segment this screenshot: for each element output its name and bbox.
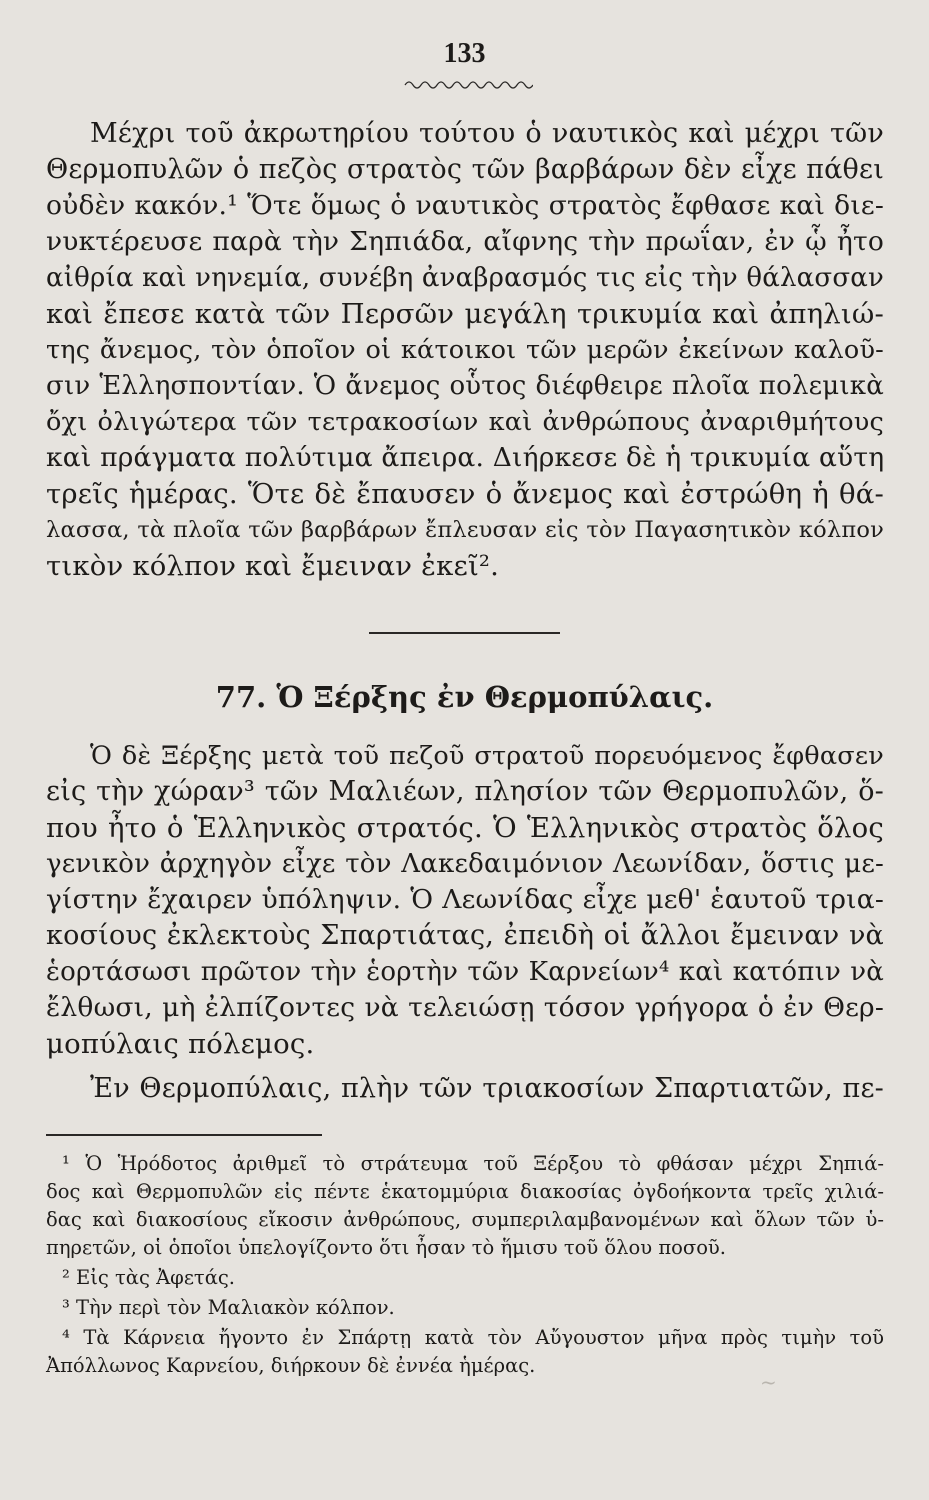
footnote-line: ⁴ Τὰ Κάρνεια ἤγοντο ἐν Σπάρτῃ κατὰ τὸν Αὔγουστον μῆνα πρὸς τιμὴν τοῦ <box>62 1326 884 1349</box>
text-line: καὶ πράγματα πολύτιμα ἄπειρα. Διήρκεσε δὲ ἡ τρικυμία αὕτη <box>46 442 885 473</box>
text-line: νυκτέρευσε παρὰ τὴν Σηπιάδα, αἴφνης τὴν πρωΐαν, ἐν ᾧ ἦτο <box>46 226 884 257</box>
text-line: λασσα, τὰ πλοῖα τῶν βαρβάρων ἔπλευσαν εἰς τὸν Παγασητικὸν κόλπον <box>46 517 884 543</box>
text-line: γενικὸν ἀρχηγὸν εἶχε τὸν Λακεδαιμόνιον Λεωνίδαν, ὅστις με- <box>46 849 884 879</box>
footnote-line: ³ Τὴν περὶ τὸν Μαλιακὸν κόλπον. <box>62 1296 395 1319</box>
footnote-rule <box>46 1134 322 1136</box>
text-line: της ἄνεμος, τὸν ὁποῖον οἱ κάτοικοι τῶν μερῶν ἐκείνων καλοῦ- <box>46 335 884 365</box>
text-line: ἑορτάσωσι πρῶτον τὴν ἑορτὴν τῶν Καρνείων⁴ καὶ κατόπιν νὰ <box>46 957 884 987</box>
show-through-mark: ~ <box>760 1370 777 1394</box>
footnote-line: ² Εἰς τὰς Ἀφετάς. <box>62 1266 236 1289</box>
text-line: εἰς τὴν χώραν³ τῶν Μαλιέων, πλησίον τῶν Θερμοπυλῶν, ὅ- <box>46 776 884 807</box>
text-line: μοπύλαις πόλεμος. <box>46 1028 315 1060</box>
section-heading: 77. Ὁ Ξέρξης ἐν Θερμοπύλαις. <box>215 680 714 714</box>
footnote-line: δος καὶ Θερμοπυλῶν εἰς πέντε ἑκατομμύρια διακοσίας ὀγδοήκοντα τρεῖς χιλιά- <box>46 1180 884 1203</box>
text-line: τρεῖς ἡμέρας. Ὅτε δὲ ἔπαυσεν ὁ ἄνεμος καὶ ἐστρώθη ἡ θά- <box>46 478 884 510</box>
text-line: κοσίους ἐκλεκτοὺς Σπαρτιάτας, ἐπειδὴ οἱ ἄλλοι ἔμειναν νὰ <box>46 920 884 951</box>
footnote-line: δας καὶ διακοσίους εἴκοσιν ἀνθρώπους, συμπεριλαμβανομένων καὶ ὅλων τῶν ὑ- <box>46 1208 884 1231</box>
text-line: γίστην ἔχαιρεν ὑπόληψιν. Ὁ Λεωνίδας εἶχε μεθ' ἑαυτοῦ τρια- <box>46 884 884 915</box>
text-line: ὄχι ὀλιγώτερα τῶν τετρακοσίων καὶ ἀνθρώπους ἀναριθμήτους <box>46 407 884 437</box>
text-line: Ὁ δὲ Ξέρξης μετὰ τοῦ πεζοῦ στρατοῦ πορευόμενος ἔφθασεν <box>90 741 884 771</box>
ornamental-rule-icon <box>403 76 533 90</box>
text-line: καὶ ἔπεσε κατὰ τῶν Περσῶν μεγάλη τρικυμία καὶ ἀπηλιώ- <box>46 298 884 330</box>
text-line: Ἐν Θερμοπύλαις, πλὴν τῶν τριακοσίων Σπαρτιατῶν, πε- <box>90 1073 884 1104</box>
section-separator <box>369 632 560 634</box>
text-line: αἰθρία καὶ νηνεμία, συνέβη ἀναβρασμός τις εἰς τὴν θάλασσαν <box>46 263 885 293</box>
text-line: ἔλθωσι, μὴ ἐλπίζοντες νὰ τελειώσῃ τόσον γρήγορα ὁ ἐν Θερ- <box>46 992 884 1023</box>
footnote-line: ¹ Ὁ Ἡρόδοτος ἀριθμεῖ τὸ στράτευμα τοῦ Ξέρξου τὸ φθάσαν μέχρι Σηπιά- <box>62 1152 884 1175</box>
text-line: που ἦτο ὁ Ἑλληνικὸς στρατός. Ὁ Ἑλληνικὸς στρατὸς ὅλος <box>46 812 884 844</box>
footnote-line: Ἀπόλλωνος Καρνείου, διήρκουν δὲ ἐννέα ἡμέρας. <box>46 1354 536 1377</box>
text-line: τικὸν κόλπον καὶ ἔμειναν ἐκεῖ². <box>46 550 500 582</box>
text-line: σιν Ἑλλησποντίαν. Ὁ ἄνεμος οὗτος διέφθειρε πλοῖα πολεμικὰ <box>46 371 884 401</box>
page-number: 133 <box>443 38 486 69</box>
text-line: Μέχρι τοῦ ἀκρωτηρίου τούτου ὁ ναυτικὸς καὶ μέχρι τῶν <box>90 118 884 149</box>
footnote-line: πηρετῶν, οἱ ὁποῖοι ὑπελογίζοντο ὅτι ἦσαν τὸ ἥμισυ τοῦ ὅλου ποσοῦ. <box>46 1236 726 1259</box>
text-line: οὐδὲν κακόν.¹ Ὅτε ὅμως ὁ ναυτικὸς στρατὸς ἔφθασε καὶ διε- <box>46 190 884 221</box>
text-line: Θερμοπυλῶν ὁ πεζὸς στρατὸς τῶν βαρβάρων δὲν εἶχε πάθει <box>46 154 884 185</box>
